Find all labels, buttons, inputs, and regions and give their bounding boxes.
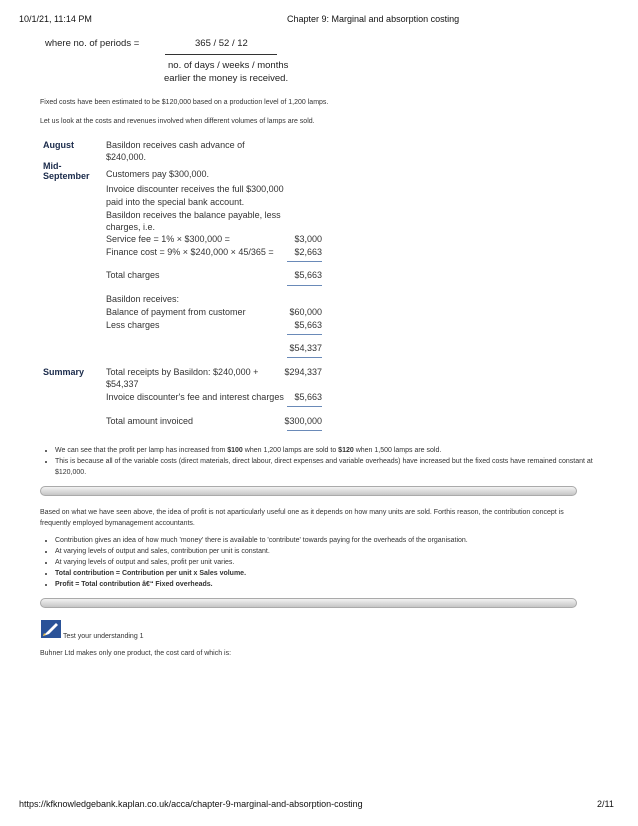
schedule-less-label: Less charges [106,320,160,330]
schedule-label-september: September [43,171,90,181]
schedule-label-august: August [43,140,74,150]
header-title: Chapter 9: Marginal and absorption costing [287,14,460,24]
formula-denominator-2: earlier the money is received. [164,73,289,84]
schedule-total-charges-label: Total charges [106,270,160,280]
rule [287,406,322,407]
schedule-service-fee-label: Service fee = 1% × $300,000 = [106,234,230,244]
schedule-receipts-amount: $294,337 [284,367,322,377]
rule [287,430,322,431]
footer-url: https://kfknowledgebank.kaplan.co.uk/acca/chapter-9-marginal-and-absorption-costing [19,799,363,809]
list-item: • Profit = Total contribution â€“ Fixed overheads. [55,579,597,590]
rule [287,357,322,358]
schedule-receipts-label-2: $54,337 [106,379,139,389]
section-divider-bar [40,598,577,608]
schedule-total-charges-amount: $5,663 [294,270,322,280]
schedule-less-amount: $5,663 [294,320,322,330]
paragraph-contribution-concept: Based on what we have seen above, the idea of profit is not aparticularly useful one as it depends on how many units are sold. Forthis reason, the contribution concept is frequently employed bymanagement accountants. [40,509,564,527]
schedule-fee-amount: $5,663 [294,392,322,402]
list-item: • This is because all of the variable costs (direct materials, direct labour, direct expenses and variable overheads) have increased but the fixed costs have remained constant at $120,000. [55,456,597,478]
schedule-balance-amount: $60,000 [289,307,322,317]
paragraph-buhner: Buhner Ltd makes only one product, the cost card of which is: [40,650,232,657]
schedule-receipts-label-1: Total receipts by Basildon: $240,000 + [106,367,259,377]
paragraph-fixed-costs: Fixed costs have been estimated to be $120,000 based on a production level of 1,200 lamps. [40,99,329,106]
rule [287,285,322,286]
formula-numerator: 365 / 52 / 12 [195,38,248,49]
paragraph-costs-revenues: Let us look at the costs and revenues involved when different volumes of lamps are sold. [40,118,315,125]
schedule-mid-text-4: Basildon receives the balance payable, less [106,210,281,220]
schedule-fee-label: Invoice discounter's fee and interest charges [106,392,284,402]
header-datetime: 10/1/21, 11:14 PM [19,14,92,24]
schedule-invoiced-amount: $300,000 [284,416,322,426]
schedule-label-mid: Mid- [43,161,62,171]
formula-lead: where no. of periods = [45,38,140,49]
schedule-mid-text-3: paid into the special bank account. [106,197,245,207]
schedule-service-fee-amount: $3,000 [294,234,322,244]
list-item: • At varying levels of output and sales, profit per unit varies. [55,557,597,568]
test-understanding-label[interactable]: Test your understanding 1 [63,633,144,640]
schedule-august-text-2: $240,000. [106,152,147,162]
schedule-label-summary: Summary [43,367,85,377]
schedule-finance-cost-amount: $2,663 [294,247,322,257]
schedule-net-amount: $54,337 [289,343,322,353]
bullet-list-contribution [42,535,597,590]
schedule-receives-label: Basildon receives: [106,294,180,304]
pencil-icon [41,620,59,638]
schedule-finance-cost-label: Finance cost = 9% × $240,000 × 45/365 = [106,247,274,257]
formula-fraction-line [165,54,277,55]
list-item: • At varying levels of output and sales, contribution per unit is constant. [55,546,597,557]
rule [287,334,322,335]
bullet-list-profit [42,445,597,478]
list-item: • Contribution gives an idea of how much 'money' there is available to 'contribute' towards paying for the overheads of the organisation. [55,535,597,546]
footer-page-number: 2/11 [597,799,614,809]
schedule-invoiced-label: Total amount invoiced [106,416,194,426]
rule [287,261,322,262]
schedule-mid-text-5: charges, i.e. [106,222,156,232]
schedule-august-text-1: Basildon receives cash advance of [106,140,245,150]
schedule-mid-text-2: Invoice discounter receives the full $300,000 [106,184,284,194]
list-item: • Total contribution = Contribution per unit x Sales volume. [55,568,597,579]
list-item: • We can see that the profit per lamp has increased from $100 when 1,200 lamps are sold to $120 when 1,500 lamps are sold. [55,445,597,456]
formula-denominator-1: no. of days / weeks / months [168,60,289,71]
schedule-balance-label: Balance of payment from customer [106,307,246,317]
schedule-mid-text-1: Customers pay $300,000. [106,169,210,179]
section-divider-bar [40,486,577,496]
